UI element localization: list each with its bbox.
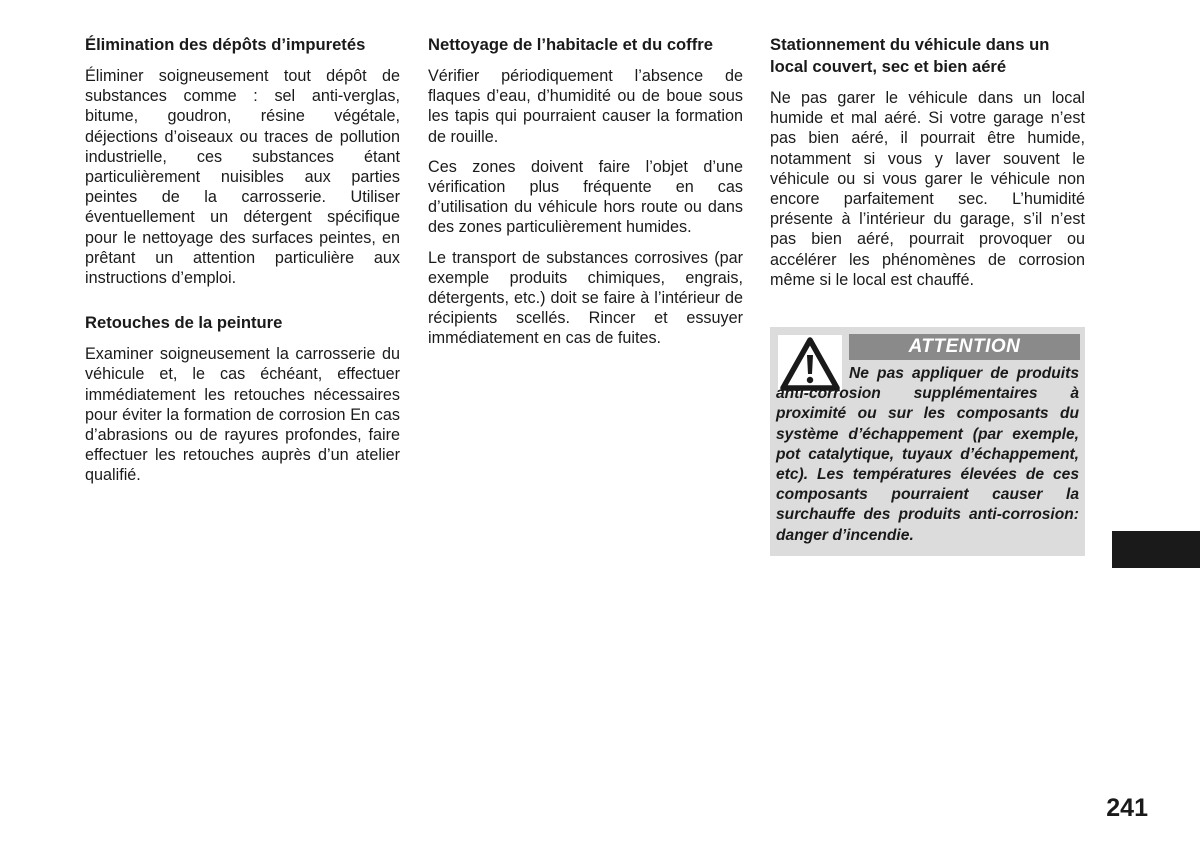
section-heading-parking: Stationnement du véhicule dans un local couvert, sec et bien aéré: [770, 35, 1050, 76]
warning-title: ATTENTION: [849, 334, 1080, 360]
column-left: [85, 34, 400, 496]
paragraph-parking: Ne pas garer le véhicule dans un local humide et mal aéré. Si votre garage n’est pas bien aéré, il pourrait être humide, notamment si vous y laver souvent le véhicule ou si vous garer le véhicule non encore parfaitement sec. L’humidité présente à l’intérieur du garage, s’il n’est pas bien aéré, pourrait provoquer ou accélérer les phénomènes de corrosion même si le local est chauffé.: [770, 89, 1085, 289]
paragraph-impurities: Éliminer soigneusement tout dépôt de substances comme : sel anti-verglas, bitume, goudron, résine végétale, déjections d’oiseaux ou traces de pollution industrielle, ces substances étant particulièrement nuisibles aux parties peintes de la carrosserie. Utiliser éventuellement un détergent spécifique pour le nettoyage des surfaces peintes, en prêtant un attention particulière aux instructions d’emploi.: [85, 67, 400, 288]
paragraph-paint-touchup: Examiner soigneusement la carrosserie du véhicule et, le cas échéant, effectuer immédiatement les retouches nécessaires pour éviter la formation de corrosion En cas d’abrasions ou de rayures profondes, faire effectuer les retouches auprès d’un atelier qualifié.: [85, 345, 400, 485]
warning-box: [770, 327, 1085, 556]
paragraph-interior-1: Vérifier périodiquement l’absence de flaques d’eau, d’humidité ou de boue sous les tapis qui pourraient causer la formation de rouille.: [428, 67, 743, 146]
column-right: [770, 34, 1085, 300]
section-heading-interior-cleaning: Nettoyage de l’habitacle et du coffre: [428, 35, 713, 54]
chapter-tab: [1112, 531, 1200, 568]
paragraph-interior-3: Le transport de substances corrosives (par exemple produits chimiques, engrais, détergents, etc.) doit se faire à l’intérieur de récipients scellés. Rincer et essuyer immédiatement en cas de fuites.: [428, 248, 743, 348]
page-number: 241: [1106, 794, 1148, 822]
warning-text: Ne pas appliquer de produits anti-corrosion supplémentaires à proximité ou sur les composants du système d’échappement (par exemple, pot catalytique, tuyaux d’échappement, etc). Les températures élevées de ces composants pourraient causer la surchauffe des produits anti-corrosion: danger d’incendie.: [776, 365, 1079, 544]
column-middle: [428, 34, 743, 359]
paragraph-interior-2: Ces zones doivent faire l’objet d’une vérification plus fréquente en cas d’utilisation du véhicule hors route ou dans des zones particulièrement humides.: [428, 157, 743, 237]
section-heading-paint-touchup: Retouches de la peinture: [85, 313, 283, 333]
section-heading-impurities: Élimination des dépôts d’impuretés: [85, 35, 366, 54]
